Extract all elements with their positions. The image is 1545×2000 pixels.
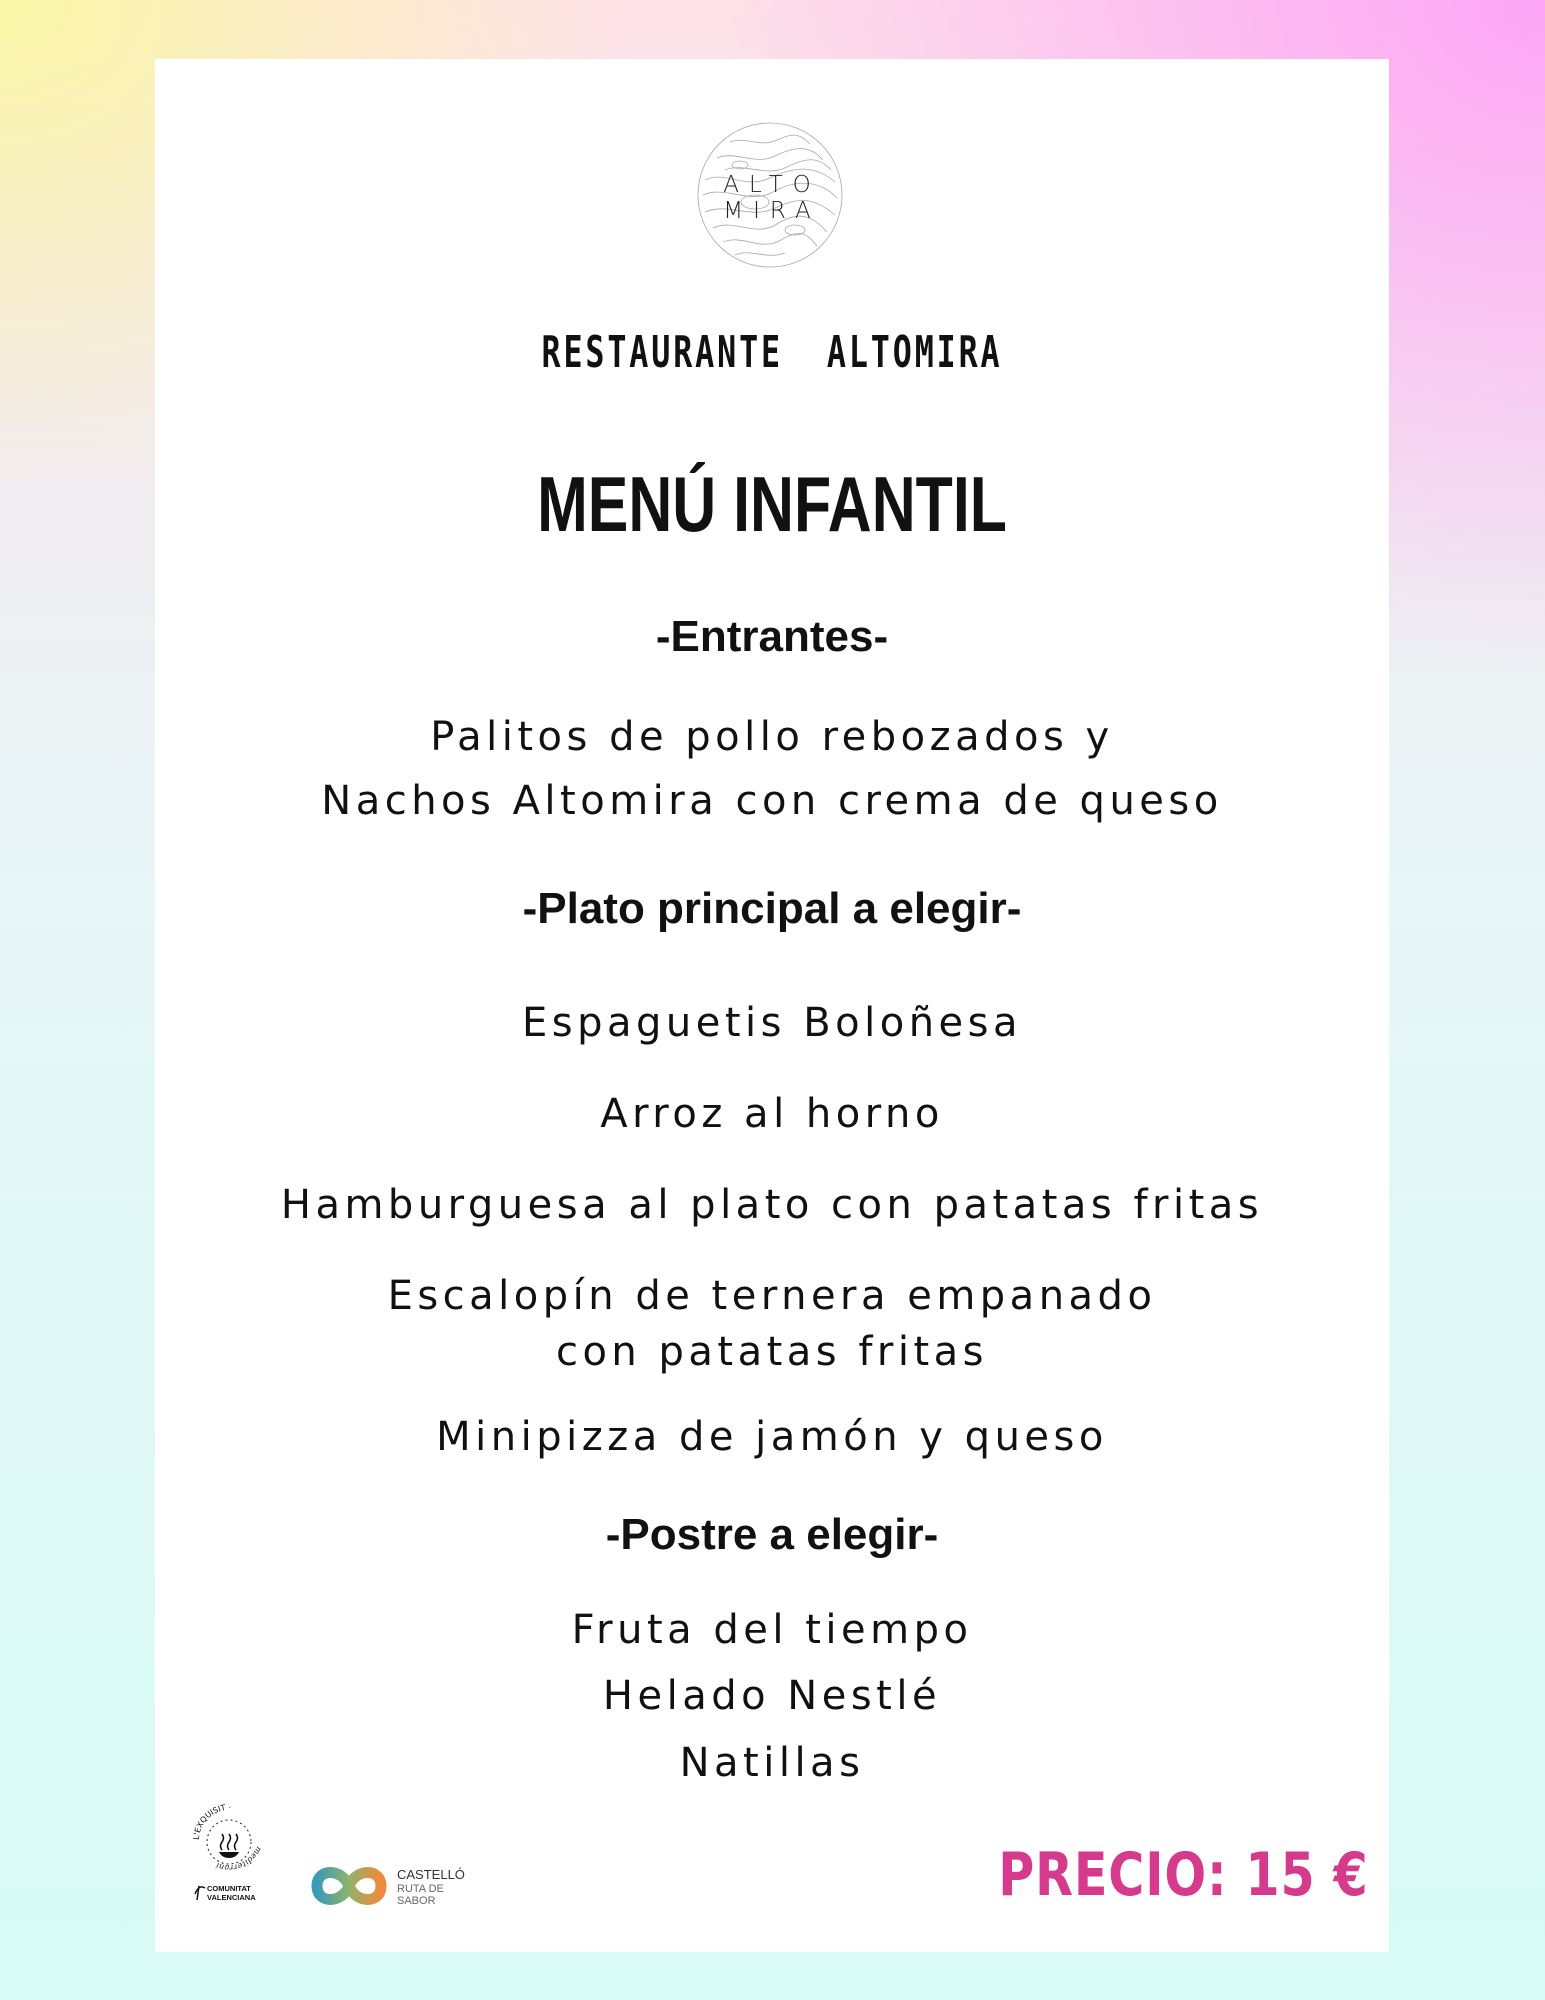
logo-line1: ALTO xyxy=(723,172,821,198)
castello-line2: RUTA DE xyxy=(397,1883,444,1895)
menu-item: Minipizza de jamón y queso xyxy=(436,1414,1108,1460)
menu-sheet xyxy=(155,59,1389,1952)
menu-item: Hamburguesa al plato con patatas fritas xyxy=(280,1182,1264,1228)
svg-text:mediterrani: mediterrani xyxy=(214,1845,264,1873)
menu-item: Helado Nestlé xyxy=(602,1673,942,1719)
menu-item: Fruta del tiempo xyxy=(571,1607,973,1653)
altomira-logo xyxy=(695,120,845,270)
restaurant-name: RESTAURANTE ALTOMIRA xyxy=(541,327,1003,378)
section-heading-entrantes: -Entrantes- xyxy=(655,612,889,661)
comunitat-line2: VALENCIANA xyxy=(207,1893,256,1902)
castello-line1: CASTELLÓ xyxy=(397,1867,465,1882)
menu-item: Natillas xyxy=(679,1740,865,1786)
section-heading-principal: -Plato principal a elegir- xyxy=(522,884,1022,933)
logo-line2: MIRA xyxy=(723,198,821,224)
menu-item: Palitos de pollo rebozados y xyxy=(430,714,1114,760)
castello-line3: SABOR xyxy=(397,1895,436,1907)
exquisit-mediterrani-badge xyxy=(187,1802,272,1907)
menu-item: con patatas fritas xyxy=(555,1329,989,1375)
svg-text:L'EXQUISIT ·: L'EXQUISIT · xyxy=(191,1802,232,1841)
section-heading-postre: -Postre a elegir- xyxy=(605,1510,939,1559)
menu-item: Arroz al horno xyxy=(600,1091,944,1137)
menu-title: MENÚ INFANTIL xyxy=(537,460,1007,548)
price-label: PRECIO: 15 € xyxy=(998,1840,1369,1910)
menu-item: Espaguetis Boloñesa xyxy=(521,1000,1023,1046)
menu-item: Nachos Altomira con crema de queso xyxy=(321,778,1223,824)
menu-item: Escalopín de ternera empanado xyxy=(387,1273,1157,1319)
castello-ruta-de-sabor-badge xyxy=(307,1856,507,1916)
comunitat-line1: COMUNITAT xyxy=(207,1884,251,1893)
